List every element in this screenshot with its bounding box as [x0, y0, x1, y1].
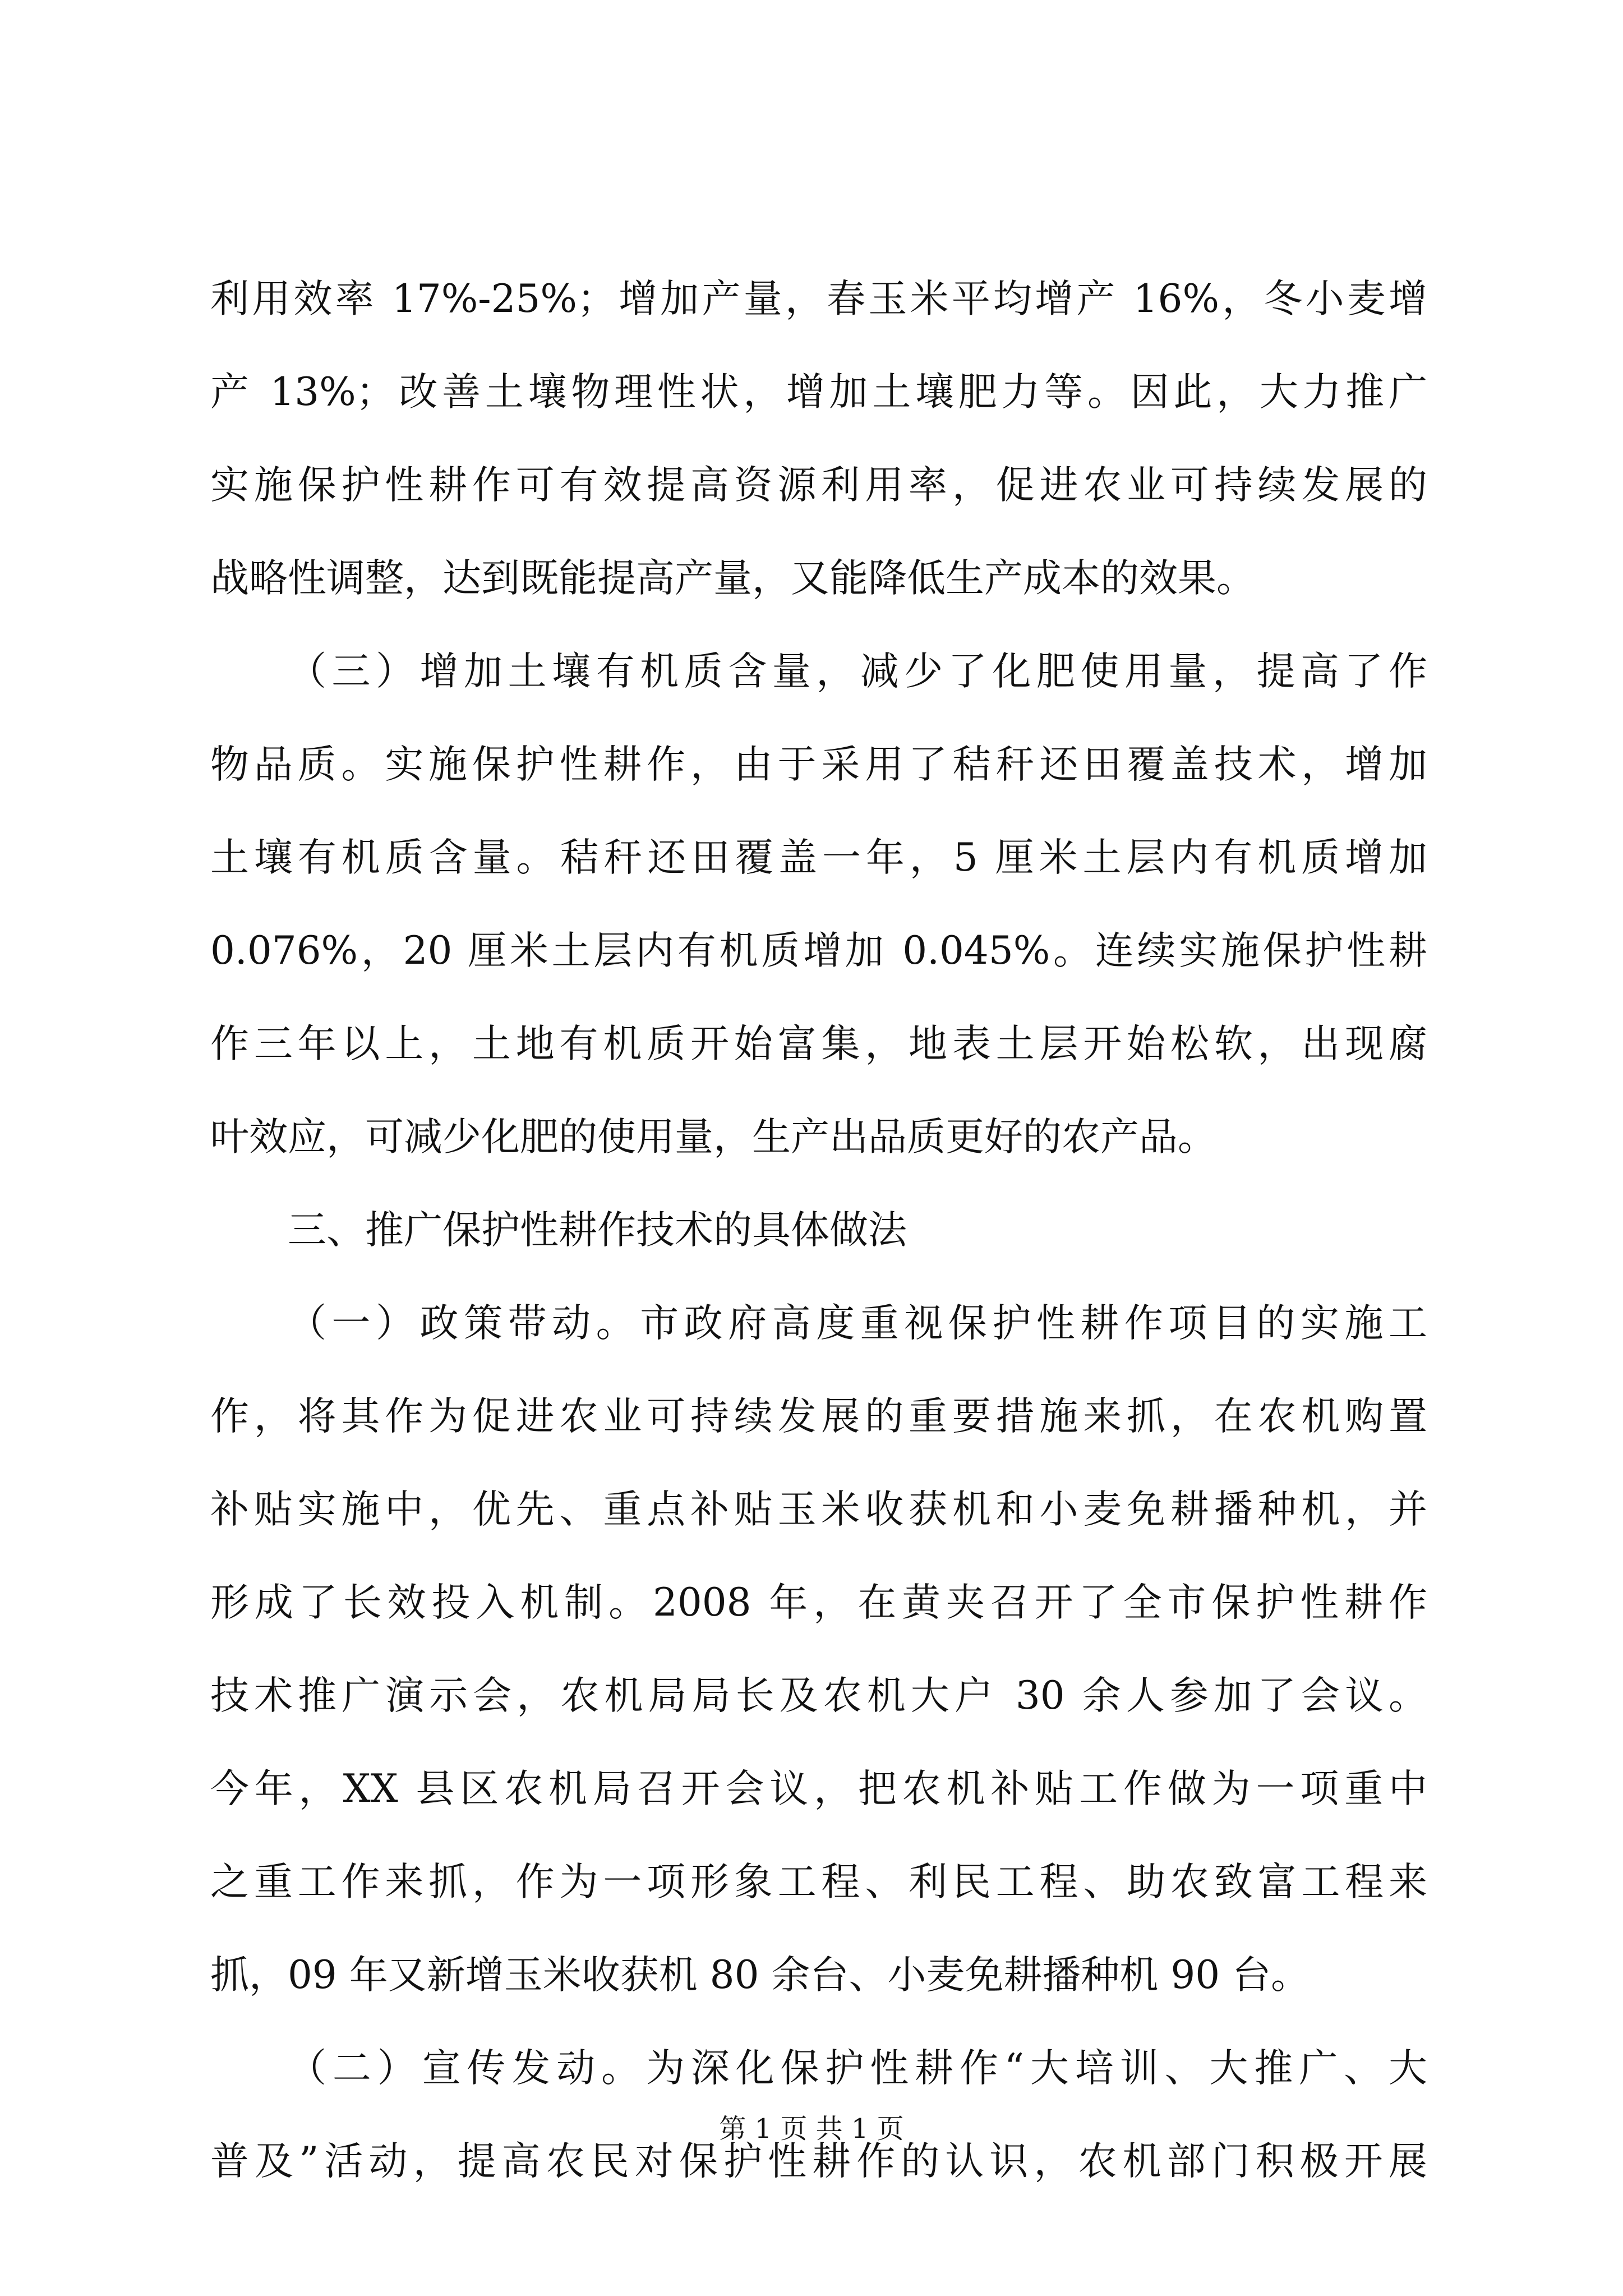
text-line: 战略性调整，达到既能提高产量，又能降低生产成本的效果。 — [210, 556, 1255, 601]
text-line: 作，将其作为促进农业可持续发展的重要措施来抓，在农机购置 — [210, 1394, 1427, 1439]
page-footer: 第 1 页 共 1 页 — [719, 2113, 904, 2145]
text-line: （三）增加土壤有机质含量，减少了化肥使用量，提高了作 — [288, 649, 1427, 694]
text-line: 0.076%，20 厘米土层内有机质增加 0.045%。连续实施保护性耕 — [210, 928, 1427, 973]
text-line: 实施保护性耕作可有效提高资源利用率，促进农业可持续发展的 — [210, 463, 1427, 508]
text-line: 今年，XX 县区农机局召开会议，把农机补贴工作做为一项重中 — [210, 1766, 1427, 1811]
text-line: 叶效应，可减少化肥的使用量，生产出品质更好的农产品。 — [210, 1115, 1216, 1159]
text-line: 之重工作来抓，作为一项形象工程、利民工程、助农致富工程来 — [210, 1860, 1427, 1904]
text-line: 物品质。实施保护性耕作，由于采用了秸秆还田覆盖技术，增加 — [210, 742, 1427, 787]
text-line: 土壤有机质含量。秸秆还田覆盖一年，5 厘米土层内有机质增加 — [210, 835, 1427, 880]
text-line: 抓，09 年又新增玉米收获机 80 余台、小麦免耕播种机 90 台。 — [210, 1953, 1310, 1998]
section-heading: 三、推广保护性耕作技术的具体做法 — [288, 1208, 907, 1253]
text-line: 形成了长效投入机制。2008 年，在黄夹召开了全市保护性耕作 — [210, 1580, 1427, 1625]
text-line: 补贴实施中，优先、重点补贴玉米收获机和小麦免耕播种机，并 — [210, 1487, 1427, 1532]
body-text — [210, 252, 1427, 2208]
text-line: 作三年以上，土地有机质开始富集，地表土层开始松软，出现腐 — [210, 1022, 1427, 1066]
text-line: 利用效率 17%-25%；增加产量，春玉米平均增产 16%，冬小麦增 — [210, 277, 1427, 321]
text-line: 普及”活动，提高农民对保护性耕作的认识，农机部门积极开展 — [210, 2139, 1427, 2184]
text-line: 产 13%；改善土壤物理性状，增加土壤肥力等。因此，大力推广 — [210, 370, 1427, 415]
text-line: （二）宣传发动。为深化保护性耕作“大培训、大推广、大 — [288, 2046, 1427, 2091]
text-line: 技术推广演示会，农机局局长及农机大户 30 余人参加了会议。 — [210, 1673, 1427, 1718]
text-line: （一）政策带动。市政府高度重视保护性耕作项目的实施工 — [288, 1301, 1427, 1346]
